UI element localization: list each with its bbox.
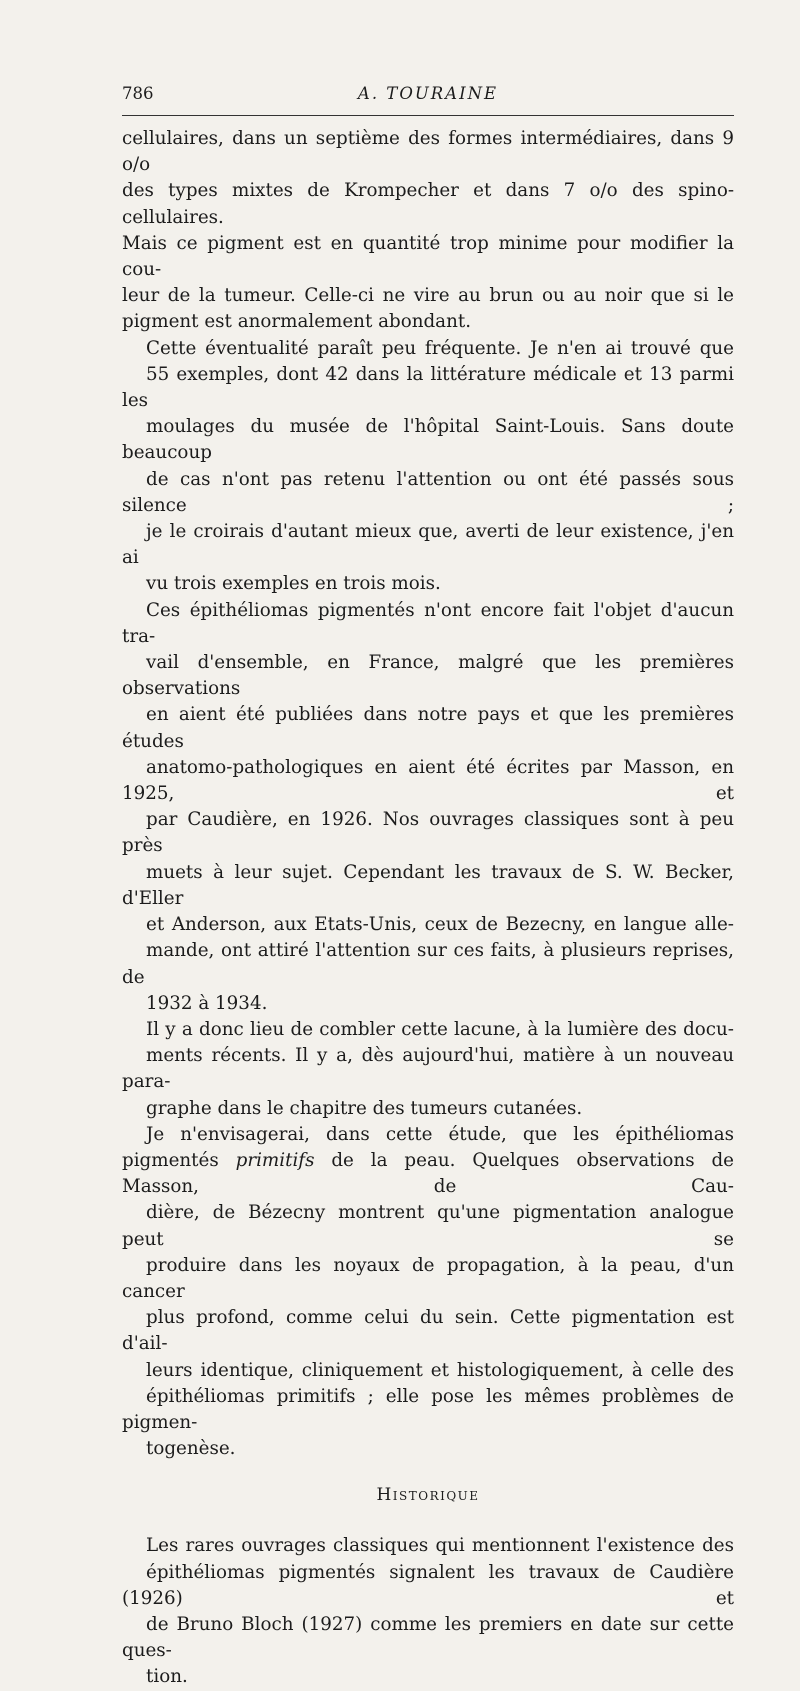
- text-line: 1932 à 1934.: [146, 992, 268, 1014]
- running-title: A. TOURAINE: [357, 84, 499, 103]
- text-line: en aient été publiées dans notre pays et que les premières études: [122, 704, 734, 752]
- text-line: leurs identique, cliniquement et histologiquement, à celle des: [146, 1359, 734, 1381]
- paragraph-6: [122, 1533, 734, 1690]
- page-header: [122, 84, 734, 108]
- paragraph-5-line-1: Je n'envisagerai, dans cette étude, que les épithéliomas pigmentés primitifs de la peau. Quelques observations de Masson, de Cau-: [122, 1123, 735, 1198]
- text-line: cellulaires, dans un septième des formes intermédiaires, dans 9 o/o: [122, 128, 734, 176]
- paragraph-1: [122, 126, 734, 336]
- text-line: je le croirais d'autant mieux que, averti de leur existence, j'en ai: [122, 521, 734, 569]
- text-line: anatomo-pathologiques en aient été écrites par Masson, en 1925, et: [122, 756, 734, 805]
- paragraph-5: [122, 1122, 734, 1463]
- text-line: de Bruno Bloch (1927) comme les premiers en date sur cette ques-: [122, 1613, 734, 1662]
- page-body: [122, 126, 734, 1691]
- text-line: des types mixtes de Krompecher et dans 7 o/o des spino-cellulaires.: [122, 180, 734, 228]
- text-line: épithéliomas pigmentés signalent les travaux de Caudière (1926) et: [122, 1561, 734, 1609]
- text-line: Cette éventualité paraît peu fréquente. Je n'en ai trouvé que: [146, 337, 734, 359]
- text-line: Les rares ouvrages classiques qui mentionnent l'existence des: [146, 1535, 734, 1557]
- paragraph-3: [122, 598, 734, 1017]
- text-line: plus profond, comme celui du sein. Cette pigmentation est d'ail-: [122, 1307, 734, 1355]
- text-line: dière, de Bézecny montrent qu'une pigmentation analogue peut se: [122, 1202, 734, 1250]
- text-line: muets à leur sujet. Cependant les travaux de S. W. Becker, d'Eller: [122, 861, 734, 909]
- page-number: 786: [122, 84, 154, 103]
- text-line: togenèse.: [146, 1438, 236, 1460]
- section-heading: Historique: [376, 1485, 480, 1506]
- text-line: par Caudière, en 1926. Nos ouvrages classiques sont à peu près: [122, 809, 734, 857]
- paragraph-2: [122, 336, 734, 598]
- text-line: Il y a donc lieu de combler cette lacune, à la lumière des docu-: [146, 1018, 734, 1040]
- italic-primitifs: primitifs: [235, 1149, 315, 1171]
- text-line: produire dans les noyaux de propagation, à la peau, d'un cancer: [122, 1254, 734, 1302]
- text-line: leur de la tumeur. Celle-ci ne vire au brun ou au noir que si le: [122, 285, 734, 307]
- text-line: ments récents. Il y a, dès aujourd'hui, matière à un nouveau para-: [122, 1045, 734, 1093]
- text-line: 55 exemples, dont 42 dans la littérature médicale et 13 parmi les: [122, 363, 734, 412]
- text-line: vu trois exemples en trois mois.: [146, 573, 441, 595]
- text-line: pigment est anormalement abondant.: [122, 311, 472, 333]
- text-line: tion.: [146, 1666, 188, 1688]
- text-line: moulages du musée de l'hôpital Saint-Louis. Sans doute beaucoup: [122, 416, 734, 464]
- text-line: graphe dans le chapitre des tumeurs cutanées.: [146, 1097, 583, 1119]
- text-line: mande, ont attiré l'attention sur ces faits, à plusieurs reprises, de: [122, 940, 734, 988]
- paragraph-4: [122, 1017, 734, 1122]
- text-line: Mais ce pigment est en quantité trop minime pour modifier la cou-: [122, 232, 734, 281]
- text-line: épithéliomas primitifs ; elle pose les mêmes problèmes de pigmen-: [122, 1385, 734, 1433]
- text-line: vail d'ensemble, en France, malgré que les premières observations: [122, 652, 734, 700]
- header-rule: [122, 115, 734, 116]
- text-line: Ces épithéliomas pigmentés n'ont encore fait l'objet d'aucun tra-: [122, 599, 734, 647]
- text-line: et Anderson, aux Etats-Unis, ceux de Bezecny, en langue alle-: [146, 914, 734, 936]
- text-line: de cas n'ont pas retenu l'attention ou ont été passés sous silence ;: [122, 468, 734, 516]
